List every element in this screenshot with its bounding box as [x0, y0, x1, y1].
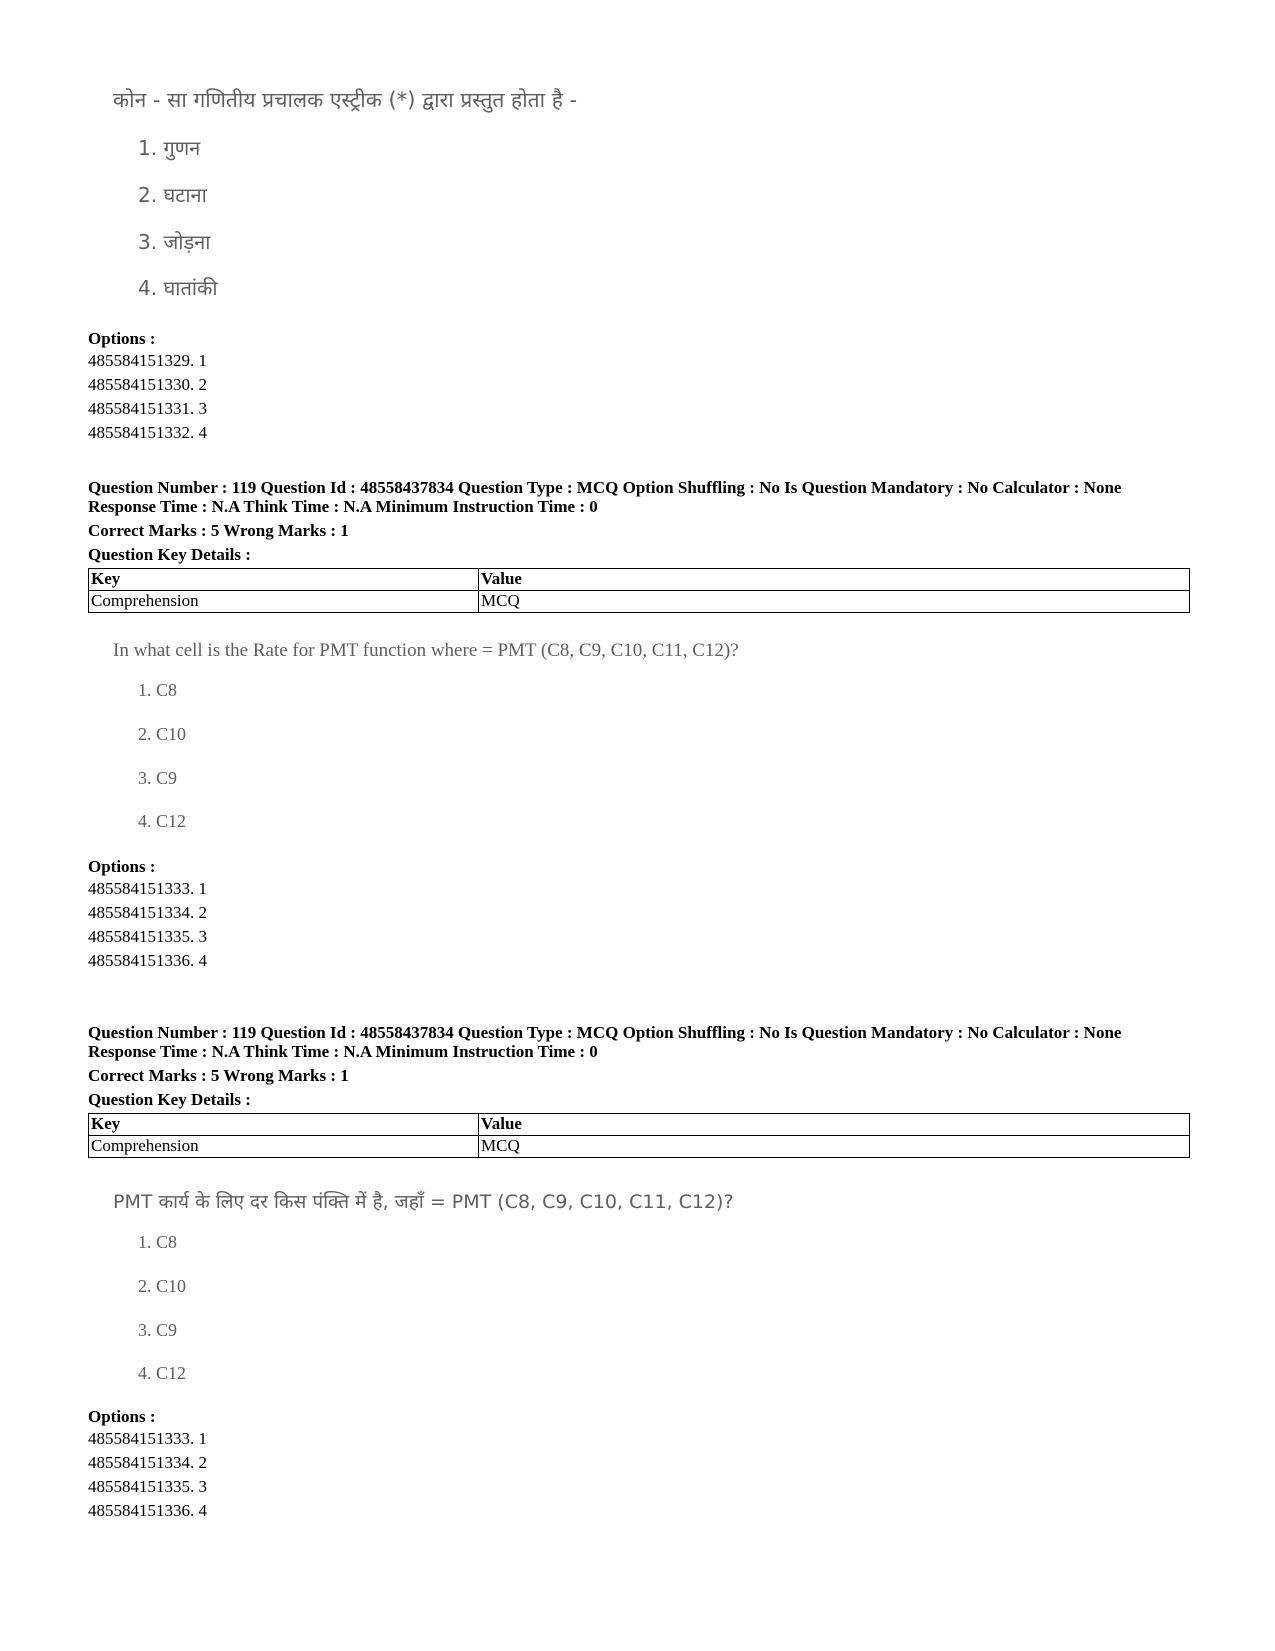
- options-label: Options :: [88, 329, 156, 348]
- choice-3: 3. C9: [138, 768, 178, 788]
- question-image-3: [113, 1188, 734, 1383]
- option-line: 485584151333. 1: [88, 1429, 207, 1448]
- cell-value: MCQ: [479, 1136, 1190, 1158]
- key-table: [88, 568, 1190, 613]
- key-table-header: [89, 569, 1190, 591]
- key-table-header: [89, 1114, 1190, 1136]
- meta-line-1: Question Number : 119 Question Id : 48558437834 Question Type : MCQ Option Shuffling : No Is Question Mandatory : No Calculator : None: [88, 1023, 1122, 1042]
- option-line: 485584151329. 1: [88, 351, 207, 370]
- option-line: 485584151330. 2: [88, 375, 207, 394]
- choice-2: 2. C10: [138, 1276, 187, 1296]
- cell-value: MCQ: [479, 591, 1190, 613]
- header-key: Key: [89, 569, 479, 591]
- question-meta-3: [88, 1023, 1188, 1158]
- key-details-label: Question Key Details :: [88, 1090, 251, 1109]
- option-line: 485584151331. 3: [88, 399, 207, 418]
- meta-line-1: Question Number : 119 Question Id : 48558437834 Question Type : MCQ Option Shuffling : No Is Question Mandatory : No Calculator : None: [88, 478, 1122, 497]
- option-line: 485584151335. 3: [88, 927, 207, 946]
- meta-line-2: Response Time : N.A Think Time : N.A Minimum Instruction Time : 0: [88, 1042, 598, 1061]
- cell-key: Comprehension: [89, 1136, 479, 1158]
- question-image-1: [113, 86, 578, 300]
- options-label: Options :: [88, 1407, 156, 1426]
- choice-4: 4. घातांकी: [138, 276, 218, 300]
- option-line: 485584151336. 4: [88, 951, 207, 970]
- option-line: 485584151333. 1: [88, 879, 207, 898]
- choice-1: 1. गुणन: [138, 136, 201, 160]
- options-block-3: [88, 1407, 1188, 1523]
- question-text: कोन - सा गणितीय प्रचालक एस्ट्रीक (*) द्वारा प्रस्तुत होता है -: [113, 88, 578, 112]
- key-details-label: Question Key Details :: [88, 545, 251, 564]
- option-line: 485584151334. 2: [88, 1453, 207, 1472]
- choice-4: 4. C12: [138, 1363, 187, 1383]
- options-label: Options :: [88, 857, 156, 876]
- choice-4: 4. C12: [138, 811, 187, 831]
- marks-line: Correct Marks : 5 Wrong Marks : 1: [88, 1066, 349, 1085]
- header-value: Value: [479, 1114, 1190, 1136]
- meta-line-2: Response Time : N.A Think Time : N.A Minimum Instruction Time : 0: [88, 497, 598, 516]
- option-line: 485584151335. 3: [88, 1477, 207, 1496]
- question-text: In what cell is the Rate for PMT function where = PMT (C8, C9, C10, C11, C12)?: [113, 640, 739, 661]
- key-table-row: [89, 1136, 1190, 1158]
- question-meta-2: [88, 478, 1188, 613]
- header-value: Value: [479, 569, 1190, 591]
- question-text: PMT कार्य के लिए दर किस पंक्ति में है, जहाँ = PMT (C8, C9, C10, C11, C12)?: [113, 1191, 734, 1213]
- options-block-2: [88, 857, 1188, 973]
- option-line: 485584151334. 2: [88, 903, 207, 922]
- key-table: [88, 1113, 1190, 1158]
- question-image-2: [113, 640, 739, 831]
- key-table-row: [89, 591, 1190, 613]
- choice-1: 1. C8: [138, 1232, 178, 1252]
- choice-3: 3. C9: [138, 1320, 178, 1340]
- option-line: 485584151332. 4: [88, 423, 207, 442]
- header-key: Key: [89, 1114, 479, 1136]
- marks-line: Correct Marks : 5 Wrong Marks : 1: [88, 521, 349, 540]
- choice-3: 3. जोड़ना: [138, 230, 211, 254]
- choice-1: 1. C8: [138, 680, 178, 700]
- option-line: 485584151336. 4: [88, 1501, 207, 1520]
- cell-key: Comprehension: [89, 591, 479, 613]
- options-block-1: [88, 329, 1188, 445]
- choice-2: 2. C10: [138, 724, 187, 744]
- choice-2: 2. घटाना: [138, 183, 207, 207]
